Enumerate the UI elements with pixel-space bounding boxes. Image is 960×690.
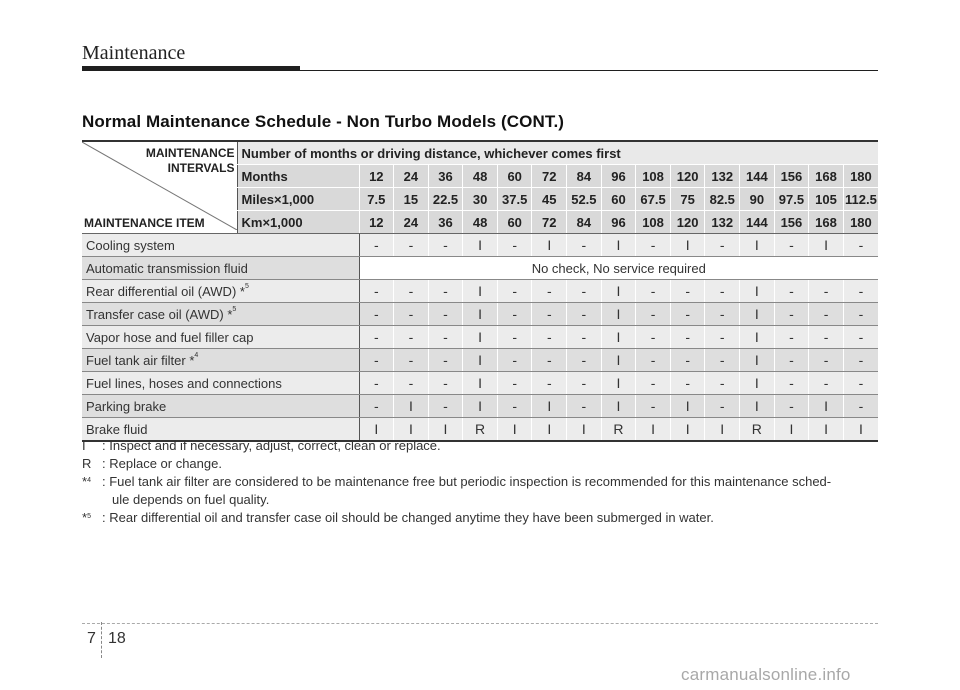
maintenance-item (82, 395, 359, 418)
miles-value: 37.5 (497, 188, 532, 211)
schedule-cell: I (809, 395, 844, 418)
schedule-cell: - (428, 395, 463, 418)
months-value: 72 (532, 165, 567, 188)
schedule-cell: I (463, 234, 498, 257)
schedule-cell: I (532, 395, 567, 418)
schedule-cell: I (636, 418, 671, 442)
table-row (82, 303, 878, 326)
km-value: 132 (705, 211, 740, 234)
miles-value: 15 (394, 188, 429, 211)
maintenance-item (82, 234, 359, 257)
schedule-cell: - (670, 326, 705, 349)
schedule-cell: - (532, 349, 567, 372)
schedule-cell: I (463, 349, 498, 372)
legend-key (82, 437, 86, 455)
footnote-marker: 5 (87, 513, 91, 520)
legend-note (82, 455, 882, 473)
maintenance-item-label: Parking brake (86, 398, 167, 414)
schedule-cell: R (740, 418, 775, 442)
miles-value: 90 (740, 188, 775, 211)
schedule-cell: - (843, 280, 878, 303)
legend-key (82, 509, 91, 527)
schedule-cell: - (809, 280, 844, 303)
schedule-cell: I (670, 395, 705, 418)
schedule-cell: - (567, 372, 602, 395)
schedule-cell: - (636, 280, 671, 303)
schedule-cell: - (774, 280, 809, 303)
table-row (82, 326, 878, 349)
km-value: 144 (740, 211, 775, 234)
miles-value: 112.5 (843, 188, 878, 211)
schedule-cell: - (359, 303, 394, 326)
km-value: 72 (532, 211, 567, 234)
km-value: 180 (843, 211, 878, 234)
legend-note (82, 509, 882, 527)
schedule-cell: - (359, 395, 394, 418)
schedule-cell: - (705, 372, 740, 395)
months-value: 180 (843, 165, 878, 188)
schedule-cell: - (567, 349, 602, 372)
page-title: Normal Maintenance Schedule - Non Turbo Models (CONT.) (82, 112, 565, 131)
km-value: 36 (428, 211, 463, 234)
schedule-cell: - (705, 395, 740, 418)
schedule-cell: - (843, 372, 878, 395)
miles-value: 82.5 (705, 188, 740, 211)
legend-text: : Rear differential oil and transfer case oil should be changed anytime they have been submerged in water. (102, 510, 714, 525)
schedule-cell: - (394, 349, 429, 372)
schedule-cell: - (843, 395, 878, 418)
miles-value: 45 (532, 188, 567, 211)
schedule-cell: - (394, 303, 429, 326)
schedule-cell: - (774, 372, 809, 395)
corner-item-label: MAINTENANCE ITEM (84, 216, 205, 230)
legend-note (82, 473, 882, 509)
maintenance-item (82, 372, 359, 395)
legend-key-symbol: R (82, 456, 92, 471)
months-value: 108 (636, 165, 671, 188)
corner-intervals-label: MAINTENANCE INTERVALS (145, 146, 235, 175)
maintenance-item-label: Transfer case oil (AWD) * (86, 306, 233, 322)
months-value: 168 (809, 165, 844, 188)
months-label: Months (237, 165, 359, 188)
months-value: 96 (601, 165, 636, 188)
schedule-cell: - (359, 326, 394, 349)
schedule-cell: - (394, 326, 429, 349)
schedule-cell: - (670, 303, 705, 326)
schedule-cell: - (428, 349, 463, 372)
footer-rule (82, 623, 878, 624)
table-row (82, 349, 878, 372)
km-value: 84 (567, 211, 602, 234)
schedule-cell: I (463, 303, 498, 326)
schedule-cell: - (567, 303, 602, 326)
schedule-cell: I (809, 234, 844, 257)
table-row (82, 234, 878, 257)
maintenance-item (82, 303, 359, 326)
schedule-cell: - (636, 349, 671, 372)
schedule-cell: I (601, 280, 636, 303)
maintenance-item (82, 280, 359, 303)
schedule-cell: - (843, 349, 878, 372)
maintenance-schedule-table (82, 140, 878, 442)
schedule-cell: I (463, 372, 498, 395)
schedule-cell: - (359, 349, 394, 372)
schedule-cell: - (428, 303, 463, 326)
km-value: 156 (774, 211, 809, 234)
schedule-cell: I (463, 326, 498, 349)
schedule-cell: - (428, 326, 463, 349)
section-header: Maintenance (82, 42, 186, 64)
schedule-cell: I (497, 418, 532, 442)
schedule-cell: I (463, 280, 498, 303)
maintenance-item (82, 257, 359, 280)
schedule-cell: - (774, 349, 809, 372)
header-rule-thick (82, 66, 300, 71)
legend-note (82, 437, 882, 455)
maintenance-item-label: Rear differential oil (AWD) * (86, 283, 245, 299)
schedule-cell: - (359, 234, 394, 257)
schedule-cell: I (740, 280, 775, 303)
schedule-cell: - (809, 326, 844, 349)
miles-label: Miles×1,000 (237, 188, 359, 211)
schedule-cell: - (359, 372, 394, 395)
km-value: 24 (394, 211, 429, 234)
km-value: 120 (670, 211, 705, 234)
schedule-cell: I (601, 234, 636, 257)
schedule-cell: - (567, 280, 602, 303)
schedule-cell: - (774, 326, 809, 349)
km-value: 48 (463, 211, 498, 234)
months-value: 36 (428, 165, 463, 188)
schedule-cell: - (394, 372, 429, 395)
maintenance-item-label: Vapor hose and fuel filler cap (86, 329, 254, 345)
miles-value: 30 (463, 188, 498, 211)
schedule-cell: - (394, 280, 429, 303)
miles-value: 67.5 (636, 188, 671, 211)
schedule-cell: - (774, 234, 809, 257)
table-row (82, 372, 878, 395)
legend-key (82, 455, 91, 473)
schedule-cell: - (532, 303, 567, 326)
miles-value: 105 (809, 188, 844, 211)
maintenance-item-label: Automatic transmission fluid (86, 260, 248, 276)
schedule-cell: - (774, 395, 809, 418)
schedule-cell: - (705, 280, 740, 303)
table-row (82, 395, 878, 418)
months-value: 60 (497, 165, 532, 188)
schedule-cell: - (705, 234, 740, 257)
footnote-marker: 4 (87, 477, 91, 484)
schedule-cell: - (532, 372, 567, 395)
schedule-cell: - (670, 280, 705, 303)
schedule-cell: I (740, 372, 775, 395)
chapter-number: 7 (87, 630, 96, 647)
schedule-cell: I (670, 234, 705, 257)
watermark: carmanualsonline.info (681, 665, 851, 684)
schedule-cell: - (497, 234, 532, 257)
footnote-marker: 5 (244, 282, 249, 290)
schedule-cell: I (601, 326, 636, 349)
schedule-cell: - (636, 395, 671, 418)
schedule-cell: - (774, 303, 809, 326)
schedule-cell: - (428, 280, 463, 303)
no-service-note: No check, No service required (359, 257, 878, 280)
months-value: 132 (705, 165, 740, 188)
schedule-cell: - (497, 326, 532, 349)
miles-value: 97.5 (774, 188, 809, 211)
page-number-divider (101, 622, 102, 658)
schedule-cell: I (601, 303, 636, 326)
months-value: 120 (670, 165, 705, 188)
schedule-cell: - (636, 303, 671, 326)
table-corner-header (82, 141, 237, 234)
schedule-cell: - (843, 234, 878, 257)
schedule-cell: - (809, 349, 844, 372)
schedule-cell: I (740, 303, 775, 326)
legend-text: : Fuel tank air filter are considered to be maintenance free but periodic inspection is recommended for this maintenance sched- (102, 474, 832, 489)
legend-key-symbol: * (82, 510, 88, 525)
maintenance-item-label: Cooling system (86, 237, 175, 253)
legend-text-continued: ule depends on fuel quality. (112, 492, 270, 507)
schedule-cell: I (601, 349, 636, 372)
maintenance-item (82, 349, 359, 372)
schedule-cell: I (740, 395, 775, 418)
months-value: 24 (394, 165, 429, 188)
schedule-cell: I (809, 418, 844, 442)
schedule-cell: - (394, 234, 429, 257)
schedule-cell: I (567, 418, 602, 442)
schedule-cell: I (601, 372, 636, 395)
schedule-cell: - (636, 326, 671, 349)
miles-value: 52.5 (567, 188, 602, 211)
schedule-cell: - (705, 303, 740, 326)
maintenance-item-label: Brake fluid (86, 421, 148, 437)
schedule-cell: - (428, 234, 463, 257)
schedule-cell: I (428, 418, 463, 442)
schedule-cell: - (567, 395, 602, 418)
legend-key-symbol: * (82, 474, 88, 489)
miles-value: 7.5 (359, 188, 394, 211)
schedule-cell: - (705, 326, 740, 349)
schedule-cell: I (532, 234, 567, 257)
schedule-cell: I (463, 395, 498, 418)
legend-text: : Inspect and if necessary, adjust, correct, clean or replace. (102, 438, 441, 453)
schedule-cell: I (359, 418, 394, 442)
schedule-cell: - (497, 349, 532, 372)
page-number-value: 18 (108, 630, 126, 647)
schedule-cell: - (567, 234, 602, 257)
schedule-cell: - (497, 303, 532, 326)
schedule-cell: I (740, 326, 775, 349)
km-value: 96 (601, 211, 636, 234)
months-value: 144 (740, 165, 775, 188)
km-value: 12 (359, 211, 394, 234)
schedule-cell: - (497, 395, 532, 418)
schedule-cell: I (601, 395, 636, 418)
km-label: Km×1,000 (237, 211, 359, 234)
miles-value: 22.5 (428, 188, 463, 211)
header-rule-thin (300, 70, 878, 71)
legend-text: : Replace or change. (102, 456, 222, 471)
legend-key-symbol: I (82, 438, 86, 453)
km-value: 60 (497, 211, 532, 234)
schedule-cell: - (497, 372, 532, 395)
schedule-cell: - (532, 280, 567, 303)
schedule-cell: I (843, 418, 878, 442)
footnote-marker: 4 (194, 351, 199, 359)
miles-value: 75 (670, 188, 705, 211)
schedule-cell: - (843, 303, 878, 326)
schedule-cell: I (740, 234, 775, 257)
maintenance-item-label: Fuel tank air filter * (86, 352, 195, 368)
schedule-cell: - (567, 326, 602, 349)
schedule-cell: - (532, 326, 567, 349)
km-value: 108 (636, 211, 671, 234)
maintenance-item-label: Fuel lines, hoses and connections (86, 375, 282, 391)
interval-header: Number of months or driving distance, whichever comes first (237, 141, 878, 165)
schedule-cell: - (636, 234, 671, 257)
table-row (82, 280, 878, 303)
schedule-cell: - (428, 372, 463, 395)
schedule-cell: I (670, 418, 705, 442)
maintenance-item (82, 326, 359, 349)
schedule-cell: - (705, 349, 740, 372)
notes-section (82, 437, 882, 527)
schedule-cell: - (636, 372, 671, 395)
schedule-cell: - (809, 303, 844, 326)
footnote-marker: 5 (232, 305, 237, 313)
schedule-cell: I (532, 418, 567, 442)
schedule-cell: - (670, 372, 705, 395)
schedule-cell: - (670, 349, 705, 372)
schedule-cell: - (497, 280, 532, 303)
schedule-cell: I (394, 395, 429, 418)
km-value: 168 (809, 211, 844, 234)
schedule-cell: R (601, 418, 636, 442)
schedule-cell: - (809, 372, 844, 395)
schedule-cell: R (463, 418, 498, 442)
months-value: 84 (567, 165, 602, 188)
months-value: 12 (359, 165, 394, 188)
legend-key (82, 473, 91, 491)
schedule-cell: I (740, 349, 775, 372)
schedule-cell: I (705, 418, 740, 442)
schedule-cell: - (843, 326, 878, 349)
months-value: 48 (463, 165, 498, 188)
schedule-cell: I (394, 418, 429, 442)
table-row (82, 257, 878, 280)
months-value: 156 (774, 165, 809, 188)
miles-value: 60 (601, 188, 636, 211)
schedule-cell: I (774, 418, 809, 442)
schedule-cell: - (359, 280, 394, 303)
